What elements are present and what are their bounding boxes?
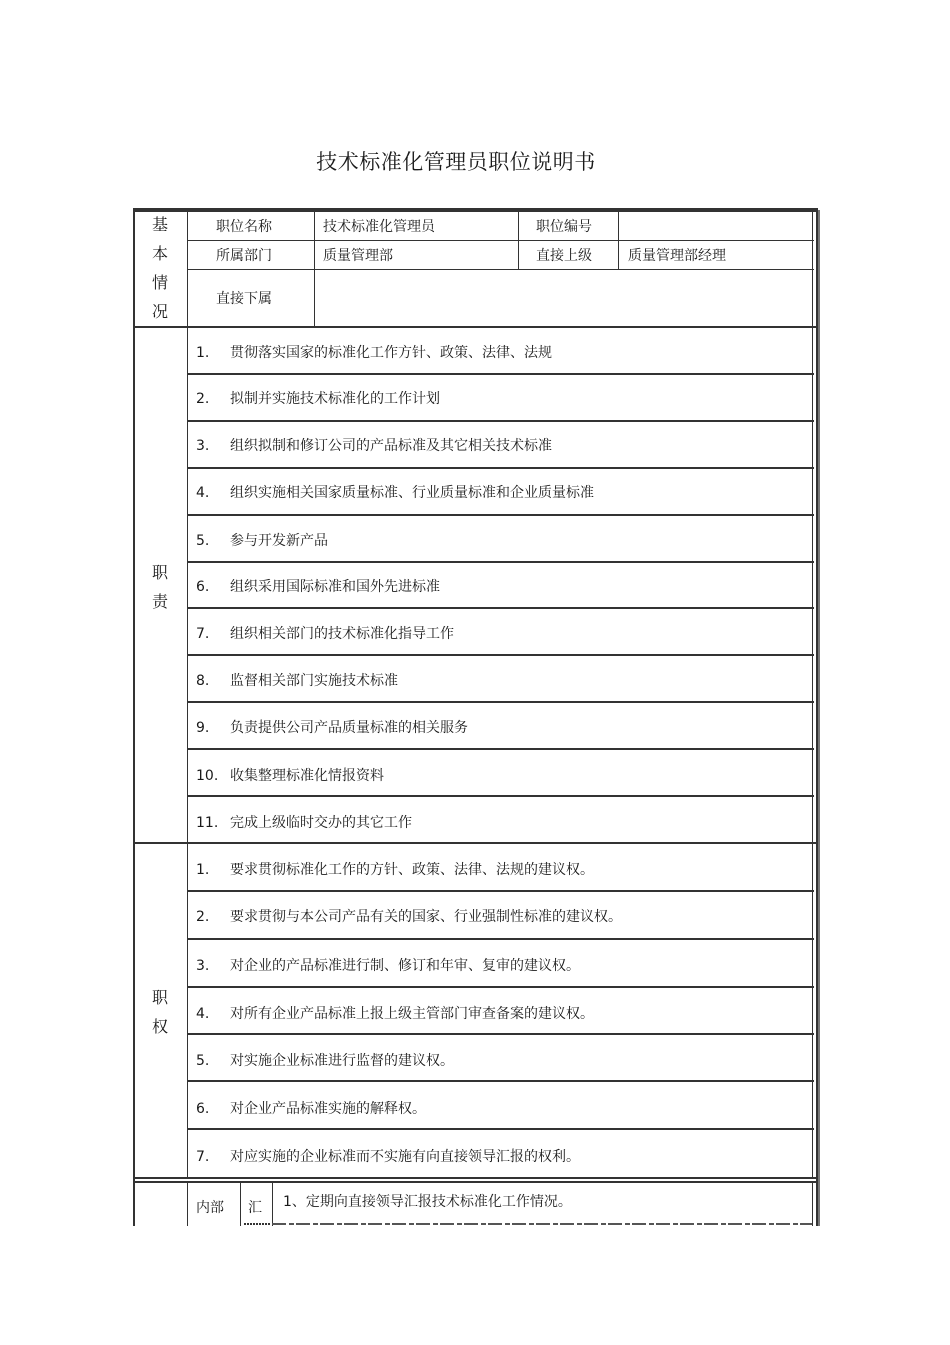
- duty-item: 11. 完成上级临时交办的其它工作: [196, 815, 412, 831]
- basic-section-label: 基 本 情 况: [151, 215, 168, 321]
- authority-item: 5. 对实施企业标准进行监督的建议权。: [196, 1053, 454, 1069]
- divider: [187, 986, 814, 988]
- divider: [187, 420, 814, 422]
- divider: [244, 1223, 270, 1225]
- authority-item: 7. 对应实施的企业标准而不实施有向直接领导汇报的权利。: [196, 1149, 580, 1165]
- divider: [618, 210, 619, 270]
- authority-section-label: 职 权: [151, 988, 168, 1036]
- duty-item: 9. 负责提供公司产品质量标准的相关服务: [196, 720, 468, 736]
- divider: [187, 514, 814, 516]
- divider: [187, 654, 814, 656]
- document-title: 技术标准化管理员职位说明书: [316, 150, 596, 174]
- divider: [135, 1181, 816, 1183]
- authority-item: 2. 要求贯彻与本公司产品有关的国家、行业强制性标准的建议权。: [196, 909, 622, 925]
- divider: [187, 701, 814, 703]
- duty-item: 2. 拟制并实施技术标准化的工作计划: [196, 391, 440, 407]
- internal-label: 内部: [196, 1200, 224, 1216]
- duty-item: 1. 贯彻落实国家的标准化工作方针、政策、法律、法规: [196, 345, 552, 361]
- report-label: 汇: [248, 1200, 262, 1216]
- divider: [187, 269, 814, 270]
- divider: [187, 373, 814, 375]
- direct-subordinate-label: 直接下属: [216, 291, 272, 307]
- duty-item: 10. 收集整理标准化情报资料: [196, 768, 384, 784]
- position-code-label: 职位编号: [536, 219, 592, 235]
- divider: [135, 326, 816, 328]
- divider: [135, 1177, 816, 1179]
- authority-item: 1. 要求贯彻标准化工作的方针、政策、法律、法规的建议权。: [196, 862, 594, 878]
- divider: [812, 1181, 813, 1226]
- divider: [240, 1181, 241, 1226]
- divider: [135, 210, 816, 212]
- duty-item: 4. 组织实施相关国家质量标准、行业质量标准和企业质量标准: [196, 485, 594, 501]
- duty-item: 3. 组织拟制和修订公司的产品标准及其它相关技术标准: [196, 438, 552, 454]
- direct-superior-value: 质量管理部经理: [628, 248, 726, 264]
- duties-section-label: 职 责: [151, 563, 168, 611]
- divider: [187, 1181, 188, 1226]
- direct-superior-label: 直接上级: [536, 248, 592, 264]
- divider: [135, 842, 816, 844]
- authority-item: 6. 对企业产品标准实施的解释权。: [196, 1101, 426, 1117]
- divider: [187, 938, 814, 940]
- divider: [187, 748, 814, 750]
- divider: [187, 795, 814, 797]
- authority-item: 4. 对所有企业产品标准上报上级主管部门审查备案的建议权。: [196, 1006, 594, 1022]
- divider: [272, 1181, 273, 1226]
- department-label: 所属部门: [216, 248, 272, 264]
- divider: [187, 1128, 814, 1130]
- divider: [187, 890, 814, 892]
- duty-item: 5. 参与开发新产品: [196, 533, 328, 549]
- department-value: 质量管理部: [323, 248, 393, 264]
- duty-item: 8. 监督相关部门实施技术标准: [196, 673, 398, 689]
- authority-item: 3. 对企业的产品标准进行制、修订和年审、复审的建议权。: [196, 958, 580, 974]
- divider: [187, 607, 814, 609]
- report-item: 1、定期向直接领导汇报技术标准化工作情况。: [283, 1194, 572, 1210]
- divider: [518, 210, 519, 270]
- divider: [187, 561, 814, 563]
- divider: [272, 1223, 812, 1225]
- duty-item: 6. 组织采用国际标准和国外先进标准: [196, 579, 440, 595]
- divider: [187, 1080, 814, 1082]
- position-name-value: 技术标准化管理员: [323, 219, 435, 235]
- divider: [314, 210, 315, 327]
- divider: [187, 1033, 814, 1035]
- divider: [187, 467, 814, 469]
- position-name-label: 职位名称: [216, 219, 272, 235]
- divider: [187, 240, 814, 241]
- duty-item: 7. 组织相关部门的技术标准化指导工作: [196, 626, 454, 642]
